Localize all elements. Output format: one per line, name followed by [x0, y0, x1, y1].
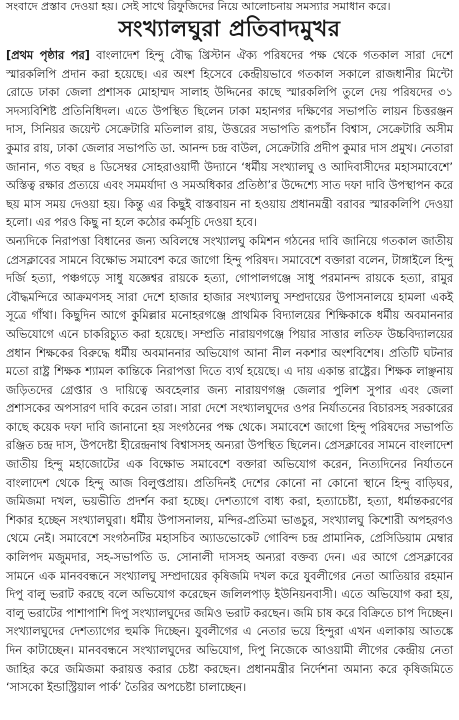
article-paragraph-2: অন্যদিকে নিরাপত্তা বিধানের জন্য অবিলম্বে সংখ্যালঘু কমিশন গঠনের দাবি জানিয়ে গতকাল জাতীয় প্রেসক্লাবের সামনে বিক্ষোভ সমাবেশ করে জাগো হিন্দু পরিষদ। সমাবেশে বক্তারা বলেন, টাঙ্গাইলে হিন্দু দর্জি হত্যা, পঞ্চগড়ে সাধু যজ্ঞেশ্বর রায়কে হত্যা, গোপালগঞ্জে সাধু পরমানন্দ রায়কে হত্যা, রামুর বৌদ্ধমন্দিরে আক্রমণসহ সারা দেশে হাজার হাজার সংখ্যালঘু সম্প্রদায়ের উপাসনালয়ে হামলা একই সূত্রে গাঁথা। কিছুদিন আগে কুমিল্লার মনোহরগঞ্জে প্রাথমিক বিদ্যালয়ের শিক্ষিকাকে ধর্মীয় অবমাননার অভিযোগে এনে চাকরিচ্যুত করা হয়েছে। সম্প্রতি নারায়ণগঞ্জে পিয়ার সাত্তার লতিফ উচ্চবিদ্যালয়ের প্রধান শিক্ষকের বিরুদ্ধে ধর্মীয় অবমাননার অভিযোগ আনা নীল নকশার অংশবিশেষ। প্রতিটি ঘটনার মতো রাষ্ট্র শিক্ষক শ্যামল কান্তিকে নিরাপত্তা দিতে ব্যর্থ হয়েছে। এ দায় একান্ত রাষ্ট্রের। শিক্ষক লাঞ্ছনায় জড়িতদের গ্রেপ্তার ও দায়িত্বে অবহেলার জন্য নারায়ণগঞ্জ জেলার পুলিশ সুপার এবং জেলা প্রশাসকের অপসারণ দাবি করেন তারা। সারা দেশে সংখ্যালঘুদের ওপর নির্যাতনের বিচারসহ সরকারের কাছে কয়েক দফা দাবি জানানো হয় সংগঠনের পক্ষ থেকে। সমাবেশে জাগো হিন্দু পরিষদের সভাপতি রঞ্জিত চন্দ্র দাস, উপদেষ্টা হীরেন্দ্রনাথ বিশ্বাসসহ অন্যরা উপস্থিত ছিলেন। প্রেসক্লাবের সামনে বাংলাদেশ জাতীয় হিন্দু মহাজোটের এক বিক্ষোভ সমাবেশে বক্তারা অভিযোগ করেন, নিত্যদিনের নির্যাতনে বাংলাদেশ থেকে হিন্দু আজ বিলুপ্তপ্রায়। প্রতিদিনই দেশের কোনো না কোনো স্থানে হিন্দু বাড়িঘর, জমিজমা দখল, ভয়ভীতি প্রদর্শন করা হচ্ছে। দেশত্যাগে বাধ্য করা, হত্যাচেষ্টা, হত্যা, ধর্মান্তকরণের শিকার হচ্ছেন সংখ্যালঘুরা। ধর্মীয় উপাসনালয়, মন্দির-প্রতিমা ভাঙচুর, সংখ্যালঘু কিশোরী অপহরণও থেমে নেই। সমাবেশে সংগঠনটির মহাসচিব অ্যাডভোকেট গোবিন্দ চন্দ্র প্রামানিক, প্রেসিডিয়াম মেম্বার কালিপদ মজুমদার, সহ-সভাপতি ড. সোনালী দাসসহ অন্যরা বক্তব্য দেন। এর আগে প্রেসক্লাবের সামনে এক মানববন্ধনে সংখ্যালঘু সম্প্রদায়ের কৃষিজমি দখল করে যুবলীগের নেতা আতিয়ার রহমান দিপু বালু ভরাট করছে বলে অভিযোগ করেছেন জলিলপাড় ইউনিয়নবাসী। এতে অভিযোগ করা হয়, বালু ভরাটের পাশাপাশি দিপু সংখ্যালঘুদের জমিও ভরাট করছেন। জমি চাষ করে বিক্রিতে চাপ দিচ্ছেন। সংখ্যালঘুদের দেশত্যাগের হুমকি দিচ্ছেন। যুবলীগের এ নেতার ভয়ে হিন্দুরা এখন এলাকায় আতঙ্কে দিন কাটাচ্ছেন। মানববন্ধনে সংখ্যালঘুদের অভিযোগ, দিপু নিজেকে আওয়ামী লীগের কেন্দ্রীয় নেতা জাহির করে জমিজমা করায়ত্ত করার চেষ্টা করছেন। প্রধানমন্ত্রীর নির্দেশনা অমান্য করে কৃষিজমিতে ‘সাসকো ইন্ডাস্ট্রিয়াল পার্ক’ তৈরির অপচেষ্টা চালাচ্ছেন।: [6, 234, 453, 695]
headline: সংখ্যালঘুরা প্রতিবাদমুখর: [118, 17, 341, 42]
article-paragraph-1: [6, 47, 453, 233]
top-clip-line: সংবাদে প্রস্তাব দেওয়া হয়। সেই সাথে রিফুজিদের নিয়ে আলোচনায় সমস্যার সমাধান করে।: [6, 0, 391, 13]
article-body: [0, 47, 459, 698]
paragraph-1-text: বাংলাদেশ হিন্দু বৌদ্ধ খ্রিস্টান ঐক্য পরিষদের পক্ষ থেকে গতকাল সারা দেশে স্মারকলিপি প্রদান করা হয়েছে। এর অংশ হিসেবে কেন্দ্রীয়ভাবে গতকাল সকালে রাজধানীর মিন্টো রোডে ঢাকা জেলা প্রশাসক মোহাম্মদ সালাহ উদ্দিনের কাছে স্মারকলিপি তুলে দেয় পরিষদের ৩১ সদস্যবিশিষ্ট প্রতিনিধিদল। এতে উপস্থিত ছিলেন ঢাকা মহানগর দক্ষিণের সভাপতি লায়ন চিত্তরঞ্জন দাস, সিনিয়র জয়েন্ট সেক্রেটারি মতিলাল রায়, উত্তরের সভাপতি রূপচাঁন বিশ্বাস, সেক্রেটারি অসীম কুমার রায়, ঢাকা জেলার সভাপতি ডা. আনন্দ চন্দ্র বাউল, সেক্রেটারি প্রদীপ কুমার দাস প্রমুখ। নেতারা জানান, গত বছর ৪ ডিসেম্বর সোহরাওয়ার্দী উদ্যানে ‘ধর্মীয় সংখ্যালঘু ও আদিবাসীদের মহাসমাবেশে’ অস্তিত্ব রক্ষার প্রত্যয়ে এবং সমমর্যাদা ও সমঅধিকার প্রতিষ্ঠা’র উদ্দেশ্যে সাত দফা দাবি উপস্থাপন করে ছয় মাস সময় দেওয়া হয়। কিন্তু এর কিছুই বাস্তবায়ন না হওয়ায় প্রধানমন্ত্রী বরাবর স্মারকলিপি দেওয়া হলো। এর পরও কিছু না হলে কঠোর কর্মসূচি দেওয়া হবে।: [6, 49, 453, 230]
continuation-lead: [প্রথম পৃষ্ঠার পর]: [6, 49, 90, 62]
